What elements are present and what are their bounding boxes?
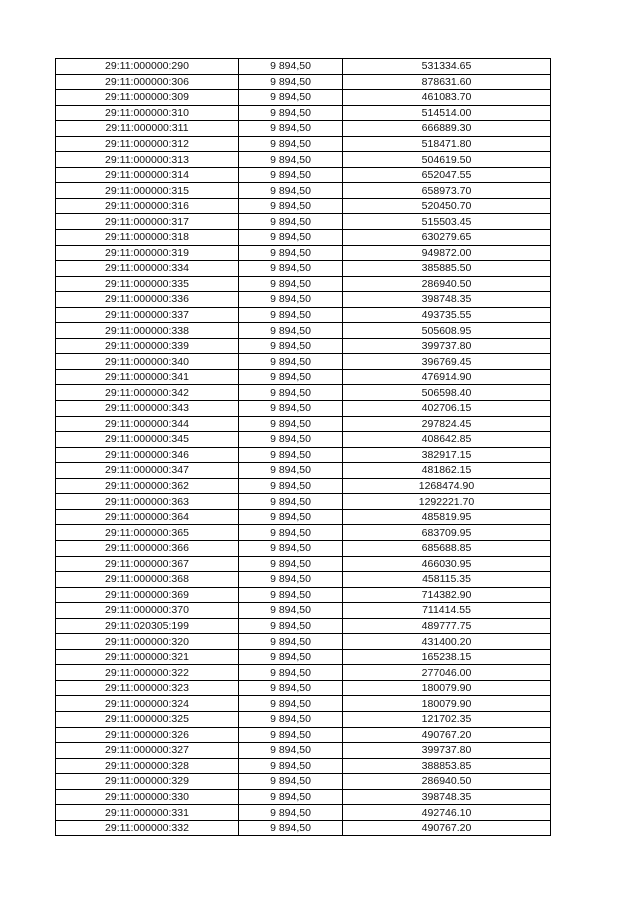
price-per-unit-cell: 9 894,50 [239,432,343,448]
price-per-unit-cell: 9 894,50 [239,401,343,417]
table-row [56,774,551,790]
total-value-cell: 277046.00 [343,665,551,681]
cadastral-number-cell: 29:11:000000:322 [56,665,239,681]
price-per-unit-cell: 9 894,50 [239,416,343,432]
cadastral-number-cell: 29:11:000000:363 [56,494,239,510]
total-value-cell: 515503.45 [343,214,551,230]
total-value-cell: 286940.50 [343,774,551,790]
price-per-unit-cell: 9 894,50 [239,680,343,696]
table-row [56,540,551,556]
cadastral-number-cell: 29:11:000000:341 [56,369,239,385]
price-per-unit-cell: 9 894,50 [239,183,343,199]
total-value-cell: 514514.00 [343,105,551,121]
table-row [56,572,551,588]
cadastral-number-cell: 29:11:000000:340 [56,354,239,370]
price-per-unit-cell: 9 894,50 [239,540,343,556]
cadastral-number-cell: 29:11:000000:306 [56,74,239,90]
total-value-cell: 666889.30 [343,121,551,137]
total-value-cell: 685688.85 [343,540,551,556]
table-row [56,121,551,137]
price-per-unit-cell: 9 894,50 [239,696,343,712]
total-value-cell: 630279.65 [343,230,551,246]
table-row [56,152,551,168]
cadastral-number-cell: 29:11:000000:335 [56,276,239,292]
table-row [56,90,551,106]
price-per-unit-cell: 9 894,50 [239,74,343,90]
table-row [56,261,551,277]
table-row [56,214,551,230]
cadastral-number-cell: 29:11:000000:326 [56,727,239,743]
cadastral-number-cell: 29:11:000000:317 [56,214,239,230]
price-per-unit-cell: 9 894,50 [239,572,343,588]
cadastral-number-cell: 29:11:000000:325 [56,711,239,727]
cadastral-number-cell: 29:11:000000:321 [56,649,239,665]
cadastral-number-cell: 29:11:000000:346 [56,447,239,463]
price-per-unit-cell: 9 894,50 [239,758,343,774]
cadastral-number-cell: 29:11:000000:365 [56,525,239,541]
cadastral-number-cell: 29:11:000000:370 [56,603,239,619]
total-value-cell: 286940.50 [343,276,551,292]
total-value-cell: 481862.15 [343,463,551,479]
table-row [56,432,551,448]
table-row [56,74,551,90]
price-per-unit-cell: 9 894,50 [239,276,343,292]
price-per-unit-cell: 9 894,50 [239,214,343,230]
total-value-cell: 878631.60 [343,74,551,90]
cadastral-number-cell: 29:11:000000:367 [56,556,239,572]
total-value-cell: 683709.95 [343,525,551,541]
total-value-cell: 490767.20 [343,820,551,836]
price-per-unit-cell: 9 894,50 [239,90,343,106]
cadastral-number-cell: 29:11:000000:366 [56,540,239,556]
table-row [56,665,551,681]
cadastral-number-cell: 29:11:000000:312 [56,136,239,152]
table-row [56,385,551,401]
table-row [56,478,551,494]
table-row [56,59,551,75]
total-value-cell: 714382.90 [343,587,551,603]
price-per-unit-cell: 9 894,50 [239,743,343,759]
cadastral-number-cell: 29:11:000000:336 [56,292,239,308]
price-per-unit-cell: 9 894,50 [239,245,343,261]
price-per-unit-cell: 9 894,50 [239,385,343,401]
table-row [56,447,551,463]
total-value-cell: 396769.45 [343,354,551,370]
total-value-cell: 485819.95 [343,509,551,525]
total-value-cell: 490767.20 [343,727,551,743]
total-value-cell: 1292221.70 [343,494,551,510]
price-per-unit-cell: 9 894,50 [239,59,343,75]
cadastral-number-cell: 29:11:000000:309 [56,90,239,106]
cadastral-number-cell: 29:11:020305:199 [56,618,239,634]
price-per-unit-cell: 9 894,50 [239,603,343,619]
cadastral-number-cell: 29:11:000000:338 [56,323,239,339]
table-row [56,618,551,634]
cadastral-number-cell: 29:11:000000:364 [56,509,239,525]
table-row [56,167,551,183]
table-row [56,758,551,774]
price-per-unit-cell: 9 894,50 [239,463,343,479]
price-per-unit-cell: 9 894,50 [239,323,343,339]
total-value-cell: 297824.45 [343,416,551,432]
cadastral-number-cell: 29:11:000000:327 [56,743,239,759]
table-row [56,323,551,339]
price-per-unit-cell: 9 894,50 [239,665,343,681]
table-row [56,603,551,619]
cadastral-number-cell: 29:11:000000:368 [56,572,239,588]
table-row [56,401,551,417]
table-row [56,354,551,370]
total-value-cell: 711414.55 [343,603,551,619]
price-per-unit-cell: 9 894,50 [239,789,343,805]
cadastral-number-cell: 29:11:000000:290 [56,59,239,75]
price-per-unit-cell: 9 894,50 [239,634,343,650]
price-per-unit-cell: 9 894,50 [239,587,343,603]
total-value-cell: 388853.85 [343,758,551,774]
table-row [56,245,551,261]
cadastral-number-cell: 29:11:000000:362 [56,478,239,494]
price-per-unit-cell: 9 894,50 [239,649,343,665]
table-body [56,59,551,836]
table-row [56,416,551,432]
cadastral-number-cell: 29:11:000000:311 [56,121,239,137]
table-row [56,463,551,479]
cadastral-number-cell: 29:11:000000:323 [56,680,239,696]
total-value-cell: 399737.80 [343,338,551,354]
table-row [56,820,551,836]
cadastral-number-cell: 29:11:000000:318 [56,230,239,246]
table-row [56,711,551,727]
total-value-cell: 399737.80 [343,743,551,759]
cadastral-number-cell: 29:11:000000:342 [56,385,239,401]
total-value-cell: 121702.35 [343,711,551,727]
total-value-cell: 180079.90 [343,680,551,696]
table-row [56,338,551,354]
price-per-unit-cell: 9 894,50 [239,774,343,790]
cadastral-number-cell: 29:11:000000:314 [56,167,239,183]
total-value-cell: 1268474.90 [343,478,551,494]
cadastral-number-cell: 29:11:000000:343 [56,401,239,417]
price-per-unit-cell: 9 894,50 [239,105,343,121]
price-per-unit-cell: 9 894,50 [239,820,343,836]
total-value-cell: 493735.55 [343,307,551,323]
table-row [56,696,551,712]
total-value-cell: 504619.50 [343,152,551,168]
price-per-unit-cell: 9 894,50 [239,727,343,743]
cadastral-number-cell: 29:11:000000:334 [56,261,239,277]
cadastral-number-cell: 29:11:000000:315 [56,183,239,199]
table-row [56,743,551,759]
total-value-cell: 458115.35 [343,572,551,588]
cadastral-number-cell: 29:11:000000:328 [56,758,239,774]
total-value-cell: 431400.20 [343,634,551,650]
price-per-unit-cell: 9 894,50 [239,509,343,525]
cadastral-number-cell: 29:11:000000:320 [56,634,239,650]
cadastral-number-cell: 29:11:000000:329 [56,774,239,790]
table-row [56,649,551,665]
cadastral-value-table [55,58,551,836]
cadastral-number-cell: 29:11:000000:345 [56,432,239,448]
cadastral-number-cell: 29:11:000000:310 [56,105,239,121]
price-per-unit-cell: 9 894,50 [239,354,343,370]
total-value-cell: 531334.65 [343,59,551,75]
table-row [56,307,551,323]
table-row [56,680,551,696]
price-per-unit-cell: 9 894,50 [239,292,343,308]
price-per-unit-cell: 9 894,50 [239,711,343,727]
cadastral-number-cell: 29:11:000000:332 [56,820,239,836]
total-value-cell: 658973.70 [343,183,551,199]
total-value-cell: 505608.95 [343,323,551,339]
table-row [56,587,551,603]
price-per-unit-cell: 9 894,50 [239,618,343,634]
total-value-cell: 180079.90 [343,696,551,712]
cadastral-number-cell: 29:11:000000:331 [56,805,239,821]
total-value-cell: 398748.35 [343,789,551,805]
total-value-cell: 398748.35 [343,292,551,308]
table-row [56,509,551,525]
price-per-unit-cell: 9 894,50 [239,525,343,541]
price-per-unit-cell: 9 894,50 [239,307,343,323]
table-row [56,230,551,246]
total-value-cell: 492746.10 [343,805,551,821]
price-per-unit-cell: 9 894,50 [239,167,343,183]
price-per-unit-cell: 9 894,50 [239,805,343,821]
table-row [56,789,551,805]
price-per-unit-cell: 9 894,50 [239,494,343,510]
total-value-cell: 408642.85 [343,432,551,448]
cadastral-number-cell: 29:11:000000:324 [56,696,239,712]
total-value-cell: 382917.15 [343,447,551,463]
table-row [56,634,551,650]
table-row [56,805,551,821]
total-value-cell: 949872.00 [343,245,551,261]
total-value-cell: 518471.80 [343,136,551,152]
table-row [56,369,551,385]
total-value-cell: 466030.95 [343,556,551,572]
cadastral-number-cell: 29:11:000000:316 [56,198,239,214]
table-row [56,292,551,308]
price-per-unit-cell: 9 894,50 [239,136,343,152]
table-row [56,494,551,510]
table-row [56,198,551,214]
price-per-unit-cell: 9 894,50 [239,152,343,168]
total-value-cell: 165238.15 [343,649,551,665]
table-row [56,276,551,292]
cadastral-number-cell: 29:11:000000:369 [56,587,239,603]
table-row [56,105,551,121]
cadastral-number-cell: 29:11:000000:337 [56,307,239,323]
total-value-cell: 402706.15 [343,401,551,417]
total-value-cell: 385885.50 [343,261,551,277]
price-per-unit-cell: 9 894,50 [239,261,343,277]
cadastral-number-cell: 29:11:000000:330 [56,789,239,805]
price-per-unit-cell: 9 894,50 [239,198,343,214]
table-row [56,183,551,199]
table-row [56,727,551,743]
total-value-cell: 520450.70 [343,198,551,214]
price-per-unit-cell: 9 894,50 [239,338,343,354]
price-per-unit-cell: 9 894,50 [239,447,343,463]
cadastral-number-cell: 29:11:000000:313 [56,152,239,168]
price-per-unit-cell: 9 894,50 [239,369,343,385]
price-per-unit-cell: 9 894,50 [239,121,343,137]
table-row [56,525,551,541]
total-value-cell: 476914.90 [343,369,551,385]
price-per-unit-cell: 9 894,50 [239,230,343,246]
cadastral-number-cell: 29:11:000000:344 [56,416,239,432]
price-per-unit-cell: 9 894,50 [239,556,343,572]
cadastral-number-cell: 29:11:000000:319 [56,245,239,261]
cadastral-number-cell: 29:11:000000:339 [56,338,239,354]
total-value-cell: 489777.75 [343,618,551,634]
table-row [56,556,551,572]
total-value-cell: 652047.55 [343,167,551,183]
price-per-unit-cell: 9 894,50 [239,478,343,494]
total-value-cell: 506598.40 [343,385,551,401]
table-row [56,136,551,152]
cadastral-number-cell: 29:11:000000:347 [56,463,239,479]
total-value-cell: 461083.70 [343,90,551,106]
